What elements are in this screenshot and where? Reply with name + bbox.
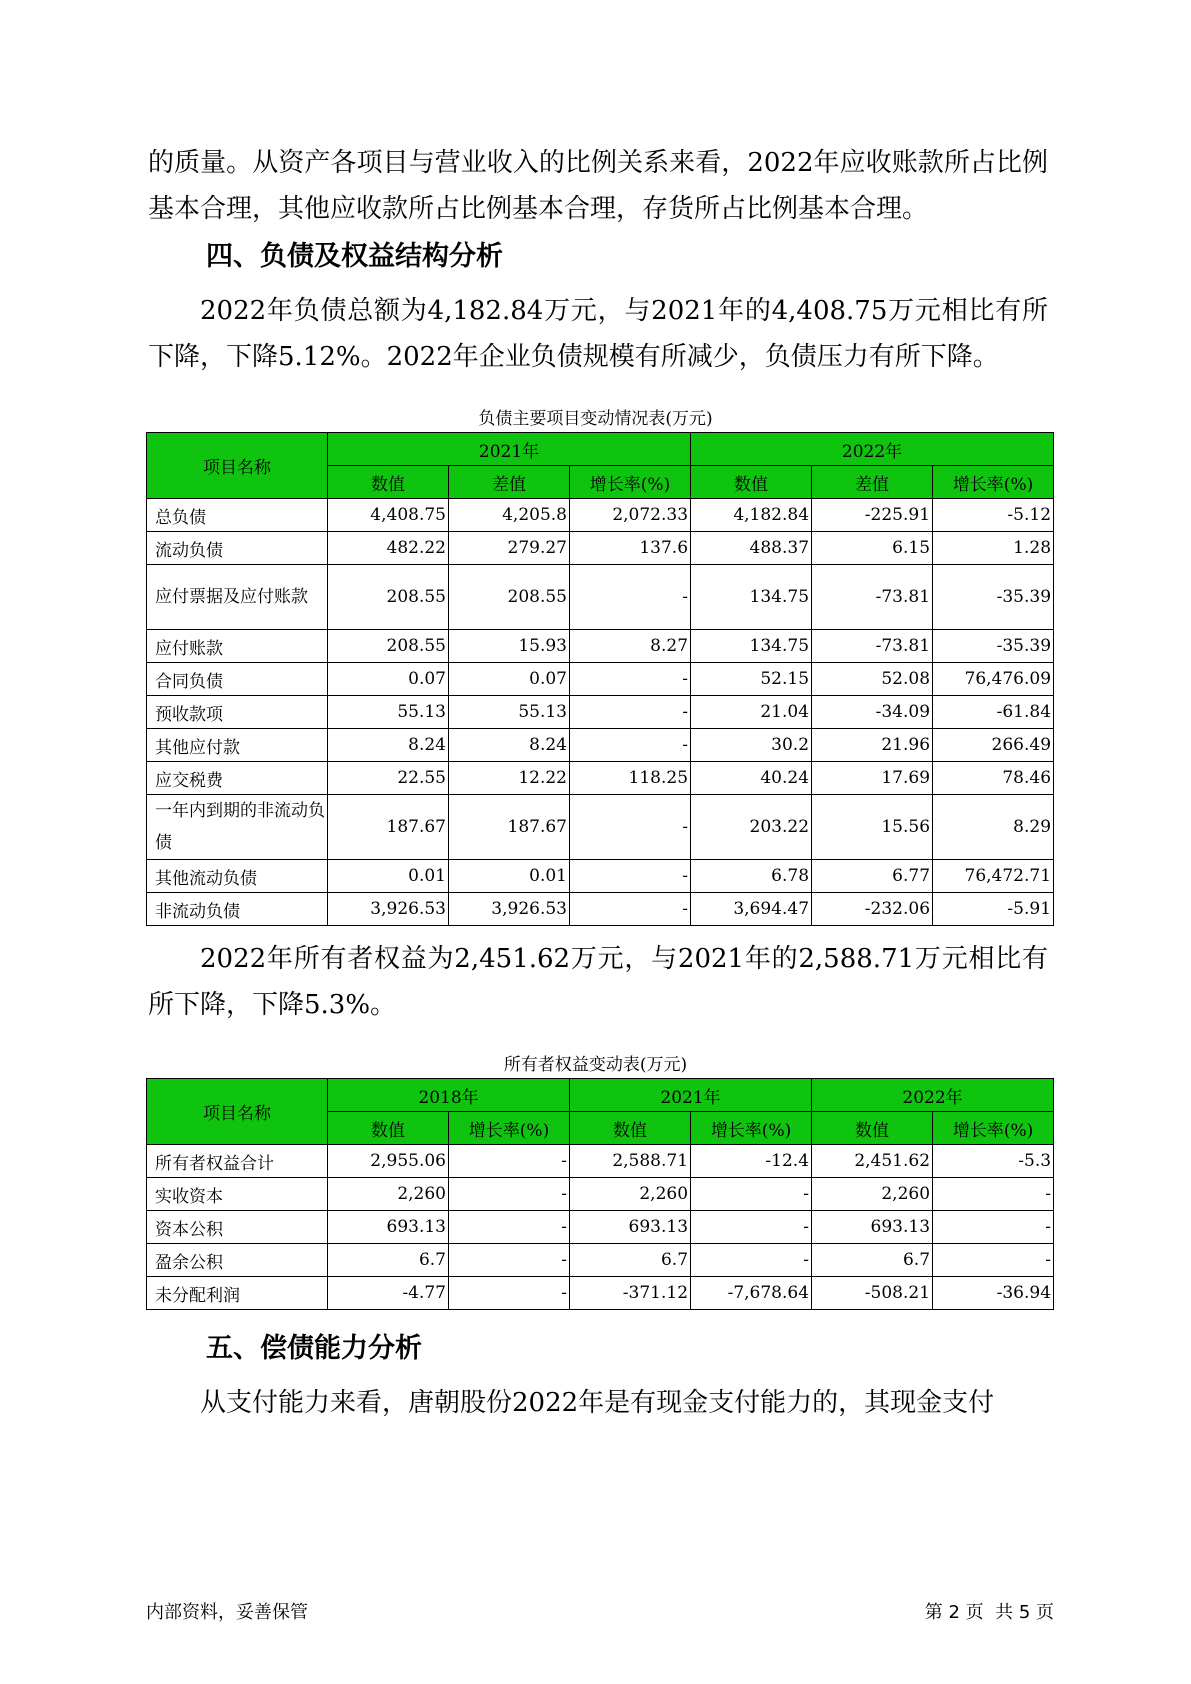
column-header: 数值 (570, 1112, 691, 1145)
table-row (147, 795, 1054, 860)
table-cell-value: 0.07 (449, 663, 570, 696)
table-cell-value: - (449, 1178, 570, 1211)
table-cell-value: 2,260 (812, 1178, 933, 1211)
table-cell-value: -225.91 (812, 499, 933, 532)
table-cell-value: -508.21 (812, 1277, 933, 1310)
header-year-2018: 2018年 (328, 1079, 570, 1112)
table-row (147, 729, 1054, 762)
table-cell-value: 2,588.71 (570, 1145, 691, 1178)
table-cell-value: 30.2 (691, 729, 812, 762)
table-cell-value: 3,926.53 (328, 893, 449, 926)
table-cell-value: - (933, 1244, 1054, 1277)
table-cell-value: 2,260 (570, 1178, 691, 1211)
table-cell-value: 4,205.8 (449, 499, 570, 532)
table-cell-value: 208.55 (449, 565, 570, 630)
table-cell-value: 208.55 (328, 630, 449, 663)
table-cell-value: 134.75 (691, 630, 812, 663)
table-cell-value: 15.93 (449, 630, 570, 663)
table-cell-value: 3,926.53 (449, 893, 570, 926)
table-cell-value: 266.49 (933, 729, 1054, 762)
table-cell-value: 118.25 (570, 762, 691, 795)
row-label: 流动负债 (147, 532, 328, 565)
table-cell-value: 40.24 (691, 762, 812, 795)
column-header: 增长率(%) (933, 1112, 1054, 1145)
table-cell-value: 3,694.47 (691, 893, 812, 926)
table-cell-value: 4,182.84 (691, 499, 812, 532)
table-row (147, 1211, 1054, 1244)
table-cell-value: 78.46 (933, 762, 1054, 795)
equity-table-caption: 所有者权益变动表(万元) (503, 1055, 688, 1075)
solvency-paragraph: 从支付能力来看，唐朝股份2022年是有现金支付能力的，其现金支付 (200, 1388, 995, 1418)
table-cell-value: 22.55 (328, 762, 449, 795)
column-header: 增长率(%) (691, 1112, 812, 1145)
column-header: 差值 (812, 466, 933, 499)
column-header: 数值 (691, 466, 812, 499)
table-cell-value: 208.55 (328, 565, 449, 630)
footer-page-number: 第 2 页 共 5 页 (924, 1602, 1054, 1623)
header-year-2022: 2022年 (691, 433, 1054, 466)
row-label: 盈余公积 (147, 1244, 328, 1277)
table-cell-value: -5.12 (933, 499, 1054, 532)
table-cell-value: -5.91 (933, 893, 1054, 926)
table-cell-value: 55.13 (449, 696, 570, 729)
table-cell-value: 76,472.71 (933, 860, 1054, 893)
table-cell-value: 134.75 (691, 565, 812, 630)
table-row (147, 499, 1054, 532)
table-cell-value: 52.08 (812, 663, 933, 696)
table-cell-value: 8.24 (449, 729, 570, 762)
column-header: 增长率(%) (933, 466, 1054, 499)
table-cell-value: 693.13 (570, 1211, 691, 1244)
table-row (147, 762, 1054, 795)
table-cell-value: 203.22 (691, 795, 812, 860)
column-header: 差值 (449, 466, 570, 499)
table-cell-value: 8.27 (570, 630, 691, 663)
table-cell-value: 2,072.33 (570, 499, 691, 532)
row-label: 资本公积 (147, 1211, 328, 1244)
table-cell-value: - (691, 1244, 812, 1277)
table-cell-value: 21.04 (691, 696, 812, 729)
table-row (147, 663, 1054, 696)
table-cell-value: 55.13 (328, 696, 449, 729)
table-cell-value: - (449, 1244, 570, 1277)
section-heading-solvency: 五、偿债能力分析 (206, 1333, 422, 1364)
column-header: 增长率(%) (570, 466, 691, 499)
table-cell-value: -36.94 (933, 1277, 1054, 1310)
liability-table (146, 432, 1054, 926)
table-row (147, 893, 1054, 926)
row-label: 所有者权益合计 (147, 1145, 328, 1178)
row-label: 应交税费 (147, 762, 328, 795)
table-cell-value: - (933, 1211, 1054, 1244)
table-cell-value: 137.6 (570, 532, 691, 565)
column-header: 数值 (328, 466, 449, 499)
header-year-2021: 2021年 (570, 1079, 812, 1112)
table-cell-value: -73.81 (812, 630, 933, 663)
table-cell-value: 0.07 (328, 663, 449, 696)
table-cell-value: -73.81 (812, 565, 933, 630)
row-label: 应付账款 (147, 630, 328, 663)
row-label: 一年内到期的非流动负债 (147, 795, 328, 860)
column-header: 数值 (328, 1112, 449, 1145)
table-row (147, 1145, 1054, 1178)
table-cell-value: 187.67 (328, 795, 449, 860)
table-cell-value: 6.15 (812, 532, 933, 565)
table-row (147, 860, 1054, 893)
table-cell-value: 693.13 (328, 1211, 449, 1244)
table-cell-value: -232.06 (812, 893, 933, 926)
table-cell-value: - (570, 565, 691, 630)
table-cell-value: - (449, 1277, 570, 1310)
table-cell-value: - (449, 1145, 570, 1178)
table-row (147, 1244, 1054, 1277)
table-cell-value: 15.56 (812, 795, 933, 860)
liability-paragraph: 2022年负债总额为4,182.84万元，与2021年的4,408.75万元相比有所下降，下降5.12%。2022年企业负债规模有所减少，负债压力有所下降。 (148, 296, 1048, 372)
table-row (147, 532, 1054, 565)
table-cell-value: 6.77 (812, 860, 933, 893)
table-cell-value: -35.39 (933, 630, 1054, 663)
row-label: 实收资本 (147, 1178, 328, 1211)
row-label: 应付票据及应付账款 (147, 565, 328, 630)
table-cell-value: - (933, 1178, 1054, 1211)
table-cell-value: -61.84 (933, 696, 1054, 729)
section-heading-liabilities: 四、负债及权益结构分析 (206, 241, 503, 272)
table-cell-value: - (570, 893, 691, 926)
table-cell-value: - (570, 795, 691, 860)
table-cell-value: 12.22 (449, 762, 570, 795)
table-cell-value: - (570, 696, 691, 729)
table-row (147, 1178, 1054, 1211)
table-cell-value: -4.77 (328, 1277, 449, 1310)
table-cell-value: -12.4 (691, 1145, 812, 1178)
equity-table (146, 1078, 1054, 1310)
row-label: 合同负债 (147, 663, 328, 696)
table-cell-value: - (691, 1211, 812, 1244)
table-cell-value: 0.01 (449, 860, 570, 893)
table-cell-value: 1.28 (933, 532, 1054, 565)
header-item-name: 项目名称 (147, 1079, 328, 1145)
column-header: 数值 (812, 1112, 933, 1145)
footer-confidential-note: 内部资料，妥善保管 (146, 1602, 308, 1623)
table-cell-value: 482.22 (328, 532, 449, 565)
table-row (147, 1277, 1054, 1310)
table-cell-value: 2,955.06 (328, 1145, 449, 1178)
table-cell-value: - (691, 1178, 812, 1211)
column-header: 增长率(%) (449, 1112, 570, 1145)
header-year-2021: 2021年 (328, 433, 691, 466)
table-row (147, 696, 1054, 729)
table-row (147, 565, 1054, 630)
table-cell-value: 52.15 (691, 663, 812, 696)
table-cell-value: 8.29 (933, 795, 1054, 860)
row-label: 未分配利润 (147, 1277, 328, 1310)
row-label: 总负债 (147, 499, 328, 532)
table-cell-value: 17.69 (812, 762, 933, 795)
header-year-2022: 2022年 (812, 1079, 1054, 1112)
table-cell-value: 6.7 (570, 1244, 691, 1277)
table-cell-value: - (449, 1211, 570, 1244)
header-item-name: 项目名称 (147, 433, 328, 499)
intro-paragraph: 的质量。从资产各项目与营业收入的比例关系来看，2022年应收账款所占比例基本合理，其他应收款所占比例基本合理，存货所占比例基本合理。 (148, 148, 1048, 224)
equity-paragraph: 2022年所有者权益为2,451.62万元，与2021年的2,588.71万元相比有所下降，下降5.3%。 (148, 944, 1048, 1020)
table-cell-value: -34.09 (812, 696, 933, 729)
table-cell-value: 187.67 (449, 795, 570, 860)
table-cell-value: - (570, 663, 691, 696)
row-label: 非流动负债 (147, 893, 328, 926)
table-cell-value: 6.7 (328, 1244, 449, 1277)
table-cell-value: 76,476.09 (933, 663, 1054, 696)
table-cell-value: 0.01 (328, 860, 449, 893)
table-cell-value: 8.24 (328, 729, 449, 762)
table-cell-value: 488.37 (691, 532, 812, 565)
table-cell-value: -371.12 (570, 1277, 691, 1310)
table-cell-value: 21.96 (812, 729, 933, 762)
table-cell-value: 2,451.62 (812, 1145, 933, 1178)
row-label: 其他流动负债 (147, 860, 328, 893)
table-cell-value: -7,678.64 (691, 1277, 812, 1310)
table-cell-value: - (570, 729, 691, 762)
table-cell-value: -35.39 (933, 565, 1054, 630)
row-label: 其他应付款 (147, 729, 328, 762)
table-cell-value: 4,408.75 (328, 499, 449, 532)
row-label: 预收款项 (147, 696, 328, 729)
table-row (147, 630, 1054, 663)
table-cell-value: - (570, 860, 691, 893)
table-cell-value: 279.27 (449, 532, 570, 565)
liability-table-caption: 负债主要项目变动情况表(万元) (478, 409, 713, 429)
table-cell-value: -5.3 (933, 1145, 1054, 1178)
table-cell-value: 2,260 (328, 1178, 449, 1211)
table-cell-value: 6.7 (812, 1244, 933, 1277)
table-cell-value: 693.13 (812, 1211, 933, 1244)
table-cell-value: 6.78 (691, 860, 812, 893)
